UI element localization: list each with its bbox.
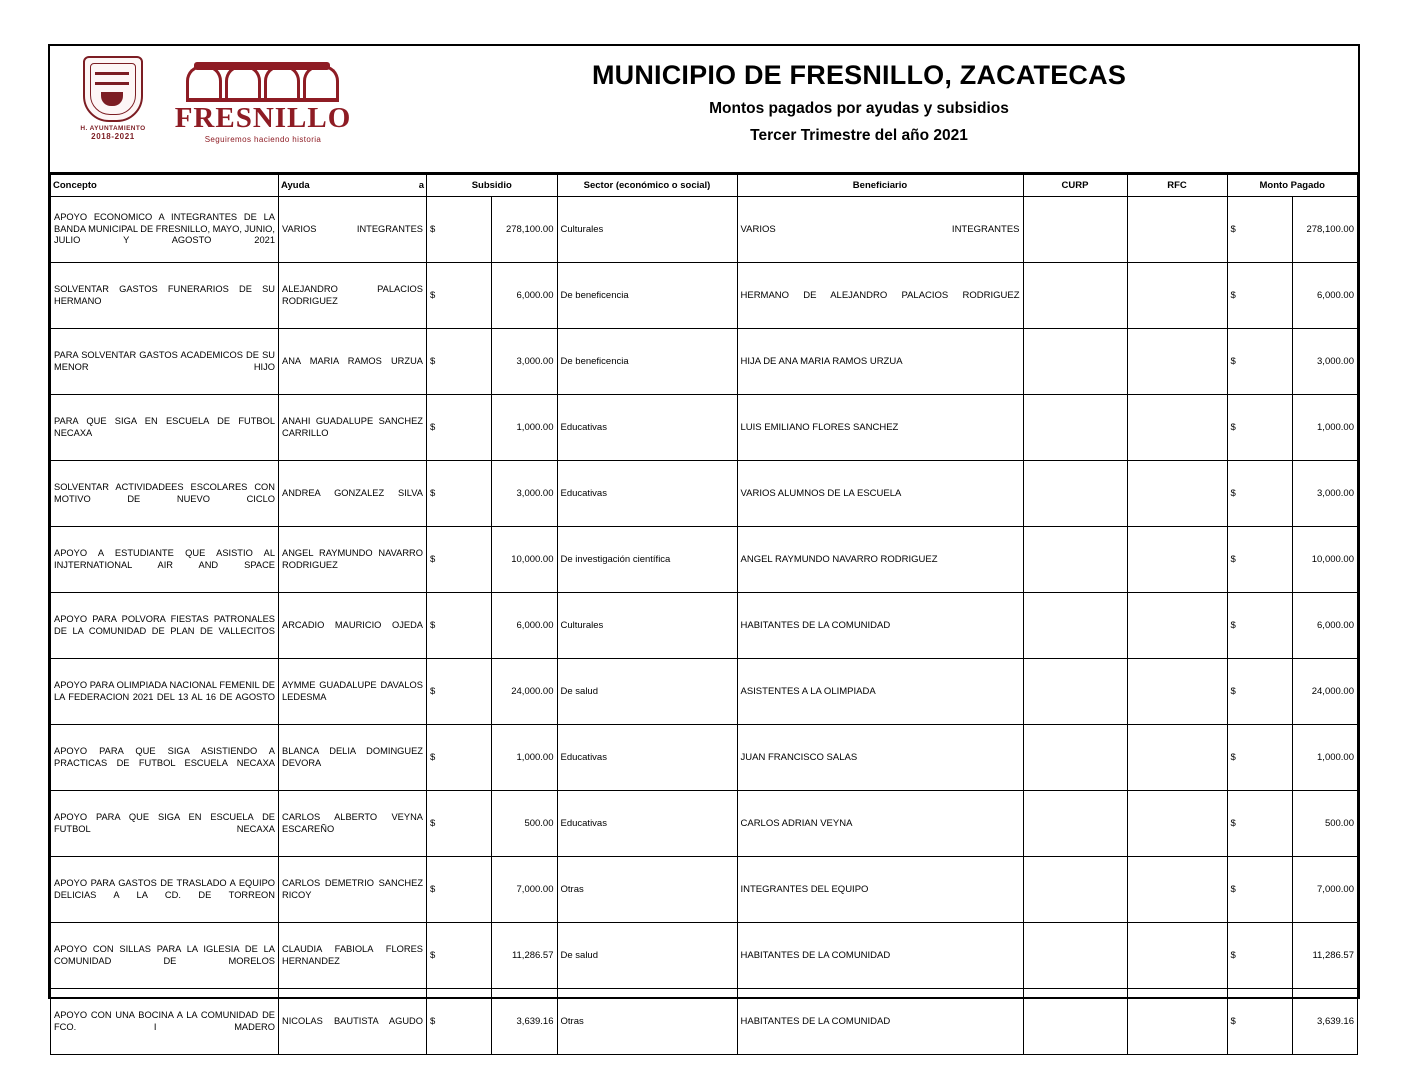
cell-curp	[1023, 263, 1127, 329]
cell-subsidio-currency: $	[427, 197, 492, 263]
cell-sector: De beneficencia	[557, 263, 737, 329]
cell-monto: 278,100.00	[1292, 197, 1357, 263]
cell-subsidio: 24,000.00	[492, 659, 557, 725]
cell-monto-currency: $	[1227, 395, 1292, 461]
cell-sector: De investigación científica	[557, 527, 737, 593]
table-row	[51, 791, 1358, 857]
table-row	[51, 989, 1358, 1055]
cell-ayuda-a: ALEJANDRO PALACIOS RODRIGUEZ	[279, 263, 427, 329]
cell-monto: 1,000.00	[1292, 725, 1357, 791]
crest-line1: H. AYUNTAMIENTO	[80, 125, 146, 132]
cell-beneficiario: HABITANTES DE LA COMUNIDAD	[737, 923, 1023, 989]
logo-tagline: Seguiremos haciendo historia	[204, 135, 322, 144]
cell-beneficiario: ANGEL RAYMUNDO NAVARRO RODRIGUEZ	[737, 527, 1023, 593]
cell-subsidio-currency: $	[427, 857, 492, 923]
cell-rfc	[1127, 329, 1227, 395]
cell-subsidio: 1,000.00	[492, 725, 557, 791]
cell-subsidio-currency: $	[427, 725, 492, 791]
cell-ayuda-a: NICOLAS BAUTISTA AGUDO	[279, 989, 427, 1055]
col-concepto: Concepto	[51, 175, 279, 197]
cell-subsidio: 3,000.00	[492, 329, 557, 395]
cell-concepto: APOYO A ESTUDIANTE QUE ASISTIO AL INJTERNATIONAL AIR AND SPACE	[51, 527, 279, 593]
cell-subsidio-currency: $	[427, 593, 492, 659]
cell-sector: Educativas	[557, 395, 737, 461]
cell-concepto: SOLVENTAR ACTIVIDADEES ESCOLARES CON MOTIVO DE NUEVO CICLO	[51, 461, 279, 527]
municipal-crest	[68, 56, 158, 141]
cell-monto-currency: $	[1227, 725, 1292, 791]
cell-monto-currency: $	[1227, 461, 1292, 527]
cell-concepto: APOYO PARA GASTOS DE TRASLADO A EQUIPO DELICIAS A LA CD. DE TORREON	[51, 857, 279, 923]
cell-sector: Otras	[557, 857, 737, 923]
cell-subsidio-currency: $	[427, 923, 492, 989]
table-header-row	[51, 175, 1358, 197]
col-rfc: RFC	[1127, 175, 1227, 197]
subsidies-table	[50, 174, 1358, 1055]
table-row	[51, 593, 1358, 659]
cell-monto: 11,286.57	[1292, 923, 1357, 989]
cell-monto-currency: $	[1227, 659, 1292, 725]
coat-of-arms-icon	[83, 56, 143, 122]
cell-rfc	[1127, 923, 1227, 989]
cell-monto-currency: $	[1227, 329, 1292, 395]
page-title: MUNICIPIO DE FRESNILLO, ZACATECAS	[591, 60, 1127, 90]
cell-beneficiario: INTEGRANTES DEL EQUIPO	[737, 857, 1023, 923]
cell-sector: Culturales	[557, 593, 737, 659]
cell-sector: Educativas	[557, 791, 737, 857]
cell-beneficiario: HABITANTES DE LA COMUNIDAD	[737, 593, 1023, 659]
cell-monto-currency: $	[1227, 263, 1292, 329]
cell-subsidio-currency: $	[427, 329, 492, 395]
cell-ayuda-a: ANGEL RAYMUNDO NAVARRO RODRIGUEZ	[279, 527, 427, 593]
cell-concepto: APOYO ECONOMICO A INTEGRANTES DE LA BANDA MUNICIPAL DE FRESNILLO, MAYO, JUNIO, JULIO Y AGOSTO 2021	[51, 197, 279, 263]
cell-curp	[1023, 329, 1127, 395]
table-row	[51, 461, 1358, 527]
cell-ayuda-a: ANDREA GONZALEZ SILVA	[279, 461, 427, 527]
cell-subsidio: 11,286.57	[492, 923, 557, 989]
cell-rfc	[1127, 197, 1227, 263]
cell-concepto: PARA SOLVENTAR GASTOS ACADEMICOS DE SU MENOR HIJO	[51, 329, 279, 395]
cell-sector: De salud	[557, 923, 737, 989]
col-ayuda-a: Ayuda a	[279, 175, 427, 197]
cell-ayuda-a: ANA MARIA RAMOS URZUA	[279, 329, 427, 395]
cell-curp	[1023, 791, 1127, 857]
cell-monto: 24,000.00	[1292, 659, 1357, 725]
cell-curp	[1023, 527, 1127, 593]
cell-ayuda-a: ANAHI GUADALUPE SANCHEZ CARRILLO	[279, 395, 427, 461]
cell-subsidio-currency: $	[427, 395, 492, 461]
table-row	[51, 263, 1358, 329]
cell-concepto: SOLVENTAR GASTOS FUNERARIOS DE SU HERMANO	[51, 263, 279, 329]
cell-monto: 500.00	[1292, 791, 1357, 857]
cell-curp	[1023, 461, 1127, 527]
cell-beneficiario: CARLOS ADRIAN VEYNA	[737, 791, 1023, 857]
cell-beneficiario: ASISTENTES A LA OLIMPIADA	[737, 659, 1023, 725]
cell-sector: De beneficencia	[557, 329, 737, 395]
cell-subsidio-currency: $	[427, 989, 492, 1055]
cell-monto-currency: $	[1227, 527, 1292, 593]
page-subtitle: Montos pagados por ayudas y subsidios	[709, 100, 1009, 118]
cell-rfc	[1127, 527, 1227, 593]
cell-subsidio: 278,100.00	[492, 197, 557, 263]
cell-subsidio: 6,000.00	[492, 263, 557, 329]
cell-monto: 6,000.00	[1292, 263, 1357, 329]
cell-monto-currency: $	[1227, 857, 1292, 923]
cell-rfc	[1127, 725, 1227, 791]
cell-concepto: PARA QUE SIGA EN ESCUELA DE FUTBOL NECAXA	[51, 395, 279, 461]
table-row	[51, 923, 1358, 989]
table-row	[51, 197, 1358, 263]
cell-curp	[1023, 857, 1127, 923]
cell-rfc	[1127, 593, 1227, 659]
document-page	[48, 44, 1360, 1032]
cell-subsidio: 1,000.00	[492, 395, 557, 461]
cell-rfc	[1127, 659, 1227, 725]
cell-beneficiario: HABITANTES DE LA COMUNIDAD	[737, 989, 1023, 1055]
cell-concepto: APOYO PARA POLVORA FIESTAS PATRONALES DE LA COMUNIDAD DE PLAN DE VALLECITOS	[51, 593, 279, 659]
cell-ayuda-a: CARLOS ALBERTO VEYNA ESCAREÑO	[279, 791, 427, 857]
cell-ayuda-a: BLANCA DELIA DOMINGUEZ DEVORA	[279, 725, 427, 791]
cell-beneficiario: HERMANO DE ALEJANDRO PALACIOS RODRIGUEZ	[737, 263, 1023, 329]
cell-subsidio-currency: $	[427, 791, 492, 857]
arches-icon	[168, 62, 358, 102]
col-sector: Sector (económico o social)	[557, 175, 737, 197]
cell-subsidio-currency: $	[427, 263, 492, 329]
cell-subsidio-currency: $	[427, 659, 492, 725]
page-period: Tercer Trimestre del año 2021	[750, 127, 968, 145]
col-monto-pagado: Monto Pagado	[1227, 175, 1358, 197]
cell-rfc	[1127, 461, 1227, 527]
table-row	[51, 857, 1358, 923]
cell-beneficiario: VARIOS ALUMNOS DE LA ESCUELA	[737, 461, 1023, 527]
cell-beneficiario: VARIOS INTEGRANTES	[737, 197, 1023, 263]
table-row	[51, 395, 1358, 461]
cell-curp	[1023, 395, 1127, 461]
document-header	[50, 46, 1358, 174]
cell-sector: Otras	[557, 989, 737, 1055]
cell-monto-currency: $	[1227, 791, 1292, 857]
cell-subsidio: 6,000.00	[492, 593, 557, 659]
cell-subsidio: 3,639.16	[492, 989, 557, 1055]
crest-line2: 2018-2021	[91, 132, 135, 141]
cell-sector: Culturales	[557, 197, 737, 263]
cell-curp	[1023, 197, 1127, 263]
cell-rfc	[1127, 791, 1227, 857]
cell-monto-currency: $	[1227, 989, 1292, 1055]
cell-monto-currency: $	[1227, 923, 1292, 989]
col-subsidio: Subsidio	[427, 175, 558, 197]
cell-ayuda-a: VARIOS INTEGRANTES	[279, 197, 427, 263]
cell-curp	[1023, 725, 1127, 791]
cell-curp	[1023, 923, 1127, 989]
cell-curp	[1023, 659, 1127, 725]
cell-monto: 10,000.00	[1292, 527, 1357, 593]
cell-ayuda-a: CLAUDIA FABIOLA FLORES HERNANDEZ	[279, 923, 427, 989]
cell-monto: 7,000.00	[1292, 857, 1357, 923]
fresnillo-logo	[168, 62, 358, 144]
cell-rfc	[1127, 857, 1227, 923]
cell-ayuda-a: ARCADIO MAURICIO OJEDA	[279, 593, 427, 659]
cell-subsidio: 3,000.00	[492, 461, 557, 527]
cell-monto: 3,000.00	[1292, 461, 1357, 527]
cell-beneficiario: LUIS EMILIANO FLORES SANCHEZ	[737, 395, 1023, 461]
cell-ayuda-a: AYMME GUADALUPE DAVALOS LEDESMA	[279, 659, 427, 725]
cell-monto: 3,639.16	[1292, 989, 1357, 1055]
cell-subsidio: 7,000.00	[492, 857, 557, 923]
cell-rfc	[1127, 263, 1227, 329]
cell-concepto: APOYO PARA QUE SIGA EN ESCUELA DE FUTBOL NECAXA	[51, 791, 279, 857]
table-row	[51, 329, 1358, 395]
table-row	[51, 527, 1358, 593]
cell-concepto: APOYO PARA OLIMPIADA NACIONAL FEMENIL DE LA FEDERACION 2021 DEL 13 AL 16 DE AGOSTO	[51, 659, 279, 725]
cell-concepto: APOYO CON SILLAS PARA LA IGLESIA DE LA COMUNIDAD DE MORELOS	[51, 923, 279, 989]
cell-sector: Educativas	[557, 725, 737, 791]
cell-subsidio-currency: $	[427, 527, 492, 593]
logo-name: FRESNILLO	[174, 102, 352, 134]
title-block	[370, 60, 1348, 145]
cell-subsidio-currency: $	[427, 461, 492, 527]
cell-curp	[1023, 989, 1127, 1055]
cell-monto-currency: $	[1227, 197, 1292, 263]
cell-rfc	[1127, 989, 1227, 1055]
cell-beneficiario: HIJA DE ANA MARIA RAMOS URZUA	[737, 329, 1023, 395]
cell-ayuda-a: CARLOS DEMETRIO SANCHEZ RICOY	[279, 857, 427, 923]
cell-monto: 6,000.00	[1292, 593, 1357, 659]
cell-monto: 1,000.00	[1292, 395, 1357, 461]
cell-sector: De salud	[557, 659, 737, 725]
cell-concepto: APOYO CON UNA BOCINA A LA COMUNIDAD DE FCO. I MADERO	[51, 989, 279, 1055]
cell-monto: 3,000.00	[1292, 329, 1357, 395]
cell-sector: Educativas	[557, 461, 737, 527]
table-body	[51, 197, 1358, 1055]
cell-rfc	[1127, 395, 1227, 461]
cell-subsidio: 500.00	[492, 791, 557, 857]
cell-curp	[1023, 593, 1127, 659]
cell-beneficiario: JUAN FRANCISCO SALAS	[737, 725, 1023, 791]
table-row	[51, 659, 1358, 725]
table-row	[51, 725, 1358, 791]
col-curp: CURP	[1023, 175, 1127, 197]
cell-concepto: APOYO PARA QUE SIGA ASISTIENDO A PRACTICAS DE FUTBOL ESCUELA NECAXA	[51, 725, 279, 791]
cell-monto-currency: $	[1227, 593, 1292, 659]
cell-subsidio: 10,000.00	[492, 527, 557, 593]
col-beneficiario: Beneficiario	[737, 175, 1023, 197]
